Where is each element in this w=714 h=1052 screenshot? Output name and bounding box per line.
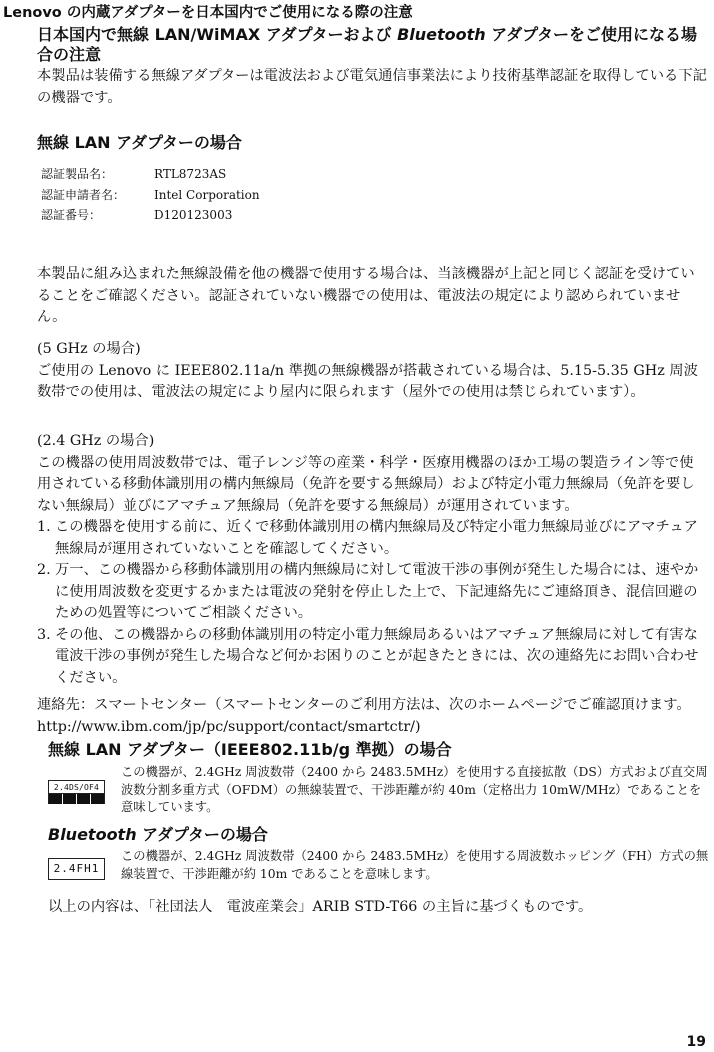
heading-bluetooth: Bluetooth [48,825,137,844]
list-item [37,625,707,690]
cert-row-product [41,164,260,185]
heading-text: 日本国内で無線 LAN/WiMAX アダプターおよび [37,25,398,44]
contact-text: 連絡先：スマートセンター（スマートセンターのご利用方法は、次のホームページでご確認頂けます。 [37,697,691,713]
cert-value: Intel Corporation [154,187,260,202]
section-heading-bluetooth [48,822,268,845]
wlan-frequency-description: この機器が、2.4GHz 周波数帯（2400 から 2483.5MHz）を使用する直接拡散（DS）方式および直交周波数分割多重方式（OFDM）の無線装置で、干渉距離が約 40m（定格出力 10mW/MHz）であることを意味しています。 [121,765,708,814]
list-text: この機器を使用する前に、近くで移動体識別用の構内無線局及び特定小電力無線局並びにアマチュア無線局が運用されていないことを確認してください。 [55,519,698,557]
list-number: 3. [37,626,51,643]
frequency-mark-badge [48,858,105,880]
cert-label: 認証申請者名： [41,187,126,202]
ghz24-body: この機器の使用周波数帯では、電子レンジ等の産業・科学・医療用機器のほか工場の製造ライン等で使用されている移動体識別用の構内無線局（免許を要する無線局）および特定小電力無線局（免許を要しない無線局）並びにアマチュア無線局（免許を要する無線局）が運用されています。 [37,454,695,514]
frequency-mark-badge [48,780,105,804]
intro-paragraph: 本製品は装備する無線アダプターは電波法および電気通信事業法により技術基準認証を取得している下記の機器です。 [37,68,707,106]
list-item [37,560,707,625]
frequency-mark-text: 2.4DS/OF4 [53,783,100,792]
cert-row-number [41,205,260,226]
certification-table [41,164,260,226]
section-heading-usage-notes [37,25,707,65]
frequency-mark-text: 2.4FH1 [53,862,100,875]
contact-url[interactable]: http://www.ibm.com/jp/pc/support/contact/smartctr/) [37,718,421,735]
cert-row-applicant [41,185,260,206]
ghz5-title: (5 GHz の場合) [37,341,141,357]
cert-value: D120123003 [154,208,233,222]
list-text: その他、この機器からの移動体識別用の特定小電力無線局あるいはアマチュア無線局に対して有害な電波干渉の事例が発生した場合など何かお困りのことが起きたときには、次の連絡先にお問い合わせください。 [55,626,699,686]
section-heading-wlan: 無線 LAN アダプターの場合 [37,133,242,152]
page-title: Lenovo の内蔵アダプターを日本国内でご使用になる際の注意 [3,5,413,21]
footer-note: 以上の内容は、「社団法人 電波産業会」ARIB STD-T66 の主旨に基づくものです。 [48,899,593,915]
list-number: 2. [37,562,51,578]
cert-label: 認証番号： [41,208,102,222]
heading-text: アダプターの場合 [136,825,268,844]
ghz24-title: (2.4 GHz の場合) [37,433,155,449]
ghz5-block [37,339,707,404]
frequency-band-bar [49,793,104,804]
list-number: 1. [37,519,51,535]
list-item [37,517,707,560]
bluetooth-frequency-description: この機器が、2.4GHz 周波数帯（2400 から 2483.5MHz）を使用する周波数ホッピング（FH）方式の無線装置で、干渉距離が約 10m であることを意味します。 [121,849,709,881]
cert-value: RTL8723AS [154,167,227,181]
cert-label: 認証製品名： [41,167,114,181]
section-heading-wlan-ieee: 無線 LAN アダプター（IEEE802.11b/g 準拠）の場合 [48,740,452,759]
list-text: 万一、この機器から移動体識別用の構内無線局に対して電波干渉の事例が発生した場合には、速やかに使用周波数を変更するかまたは電波の発射を停止した上で、下記連絡先にご連絡頂き、混信回避のための処置等についてご相談ください。 [55,562,699,621]
ghz24-block [37,431,707,738]
heading-bluetooth: Bluetooth [397,25,486,44]
ghz5-body: ご使用の Lenovo に IEEE802.11a/n 準拠の無線機器が搭載されている場合は、5.15-5.35 GHz 周波数帯での使用は、電波法の規定により屋内に限られます（屋外での使用は禁じられています）。 [37,362,698,400]
heading-text: アダプターをご使用になる場合の注意 [37,25,697,64]
page-number: 19 [686,1034,706,1050]
certification-paragraph: 本製品に組み込まれた無線設備を他の機器で使用する場合は、当該機器が上記と同じく認証を受けていることをご確認ください。認証されていない機器での使用は、電波法の規定により認められていません。 [37,266,695,325]
